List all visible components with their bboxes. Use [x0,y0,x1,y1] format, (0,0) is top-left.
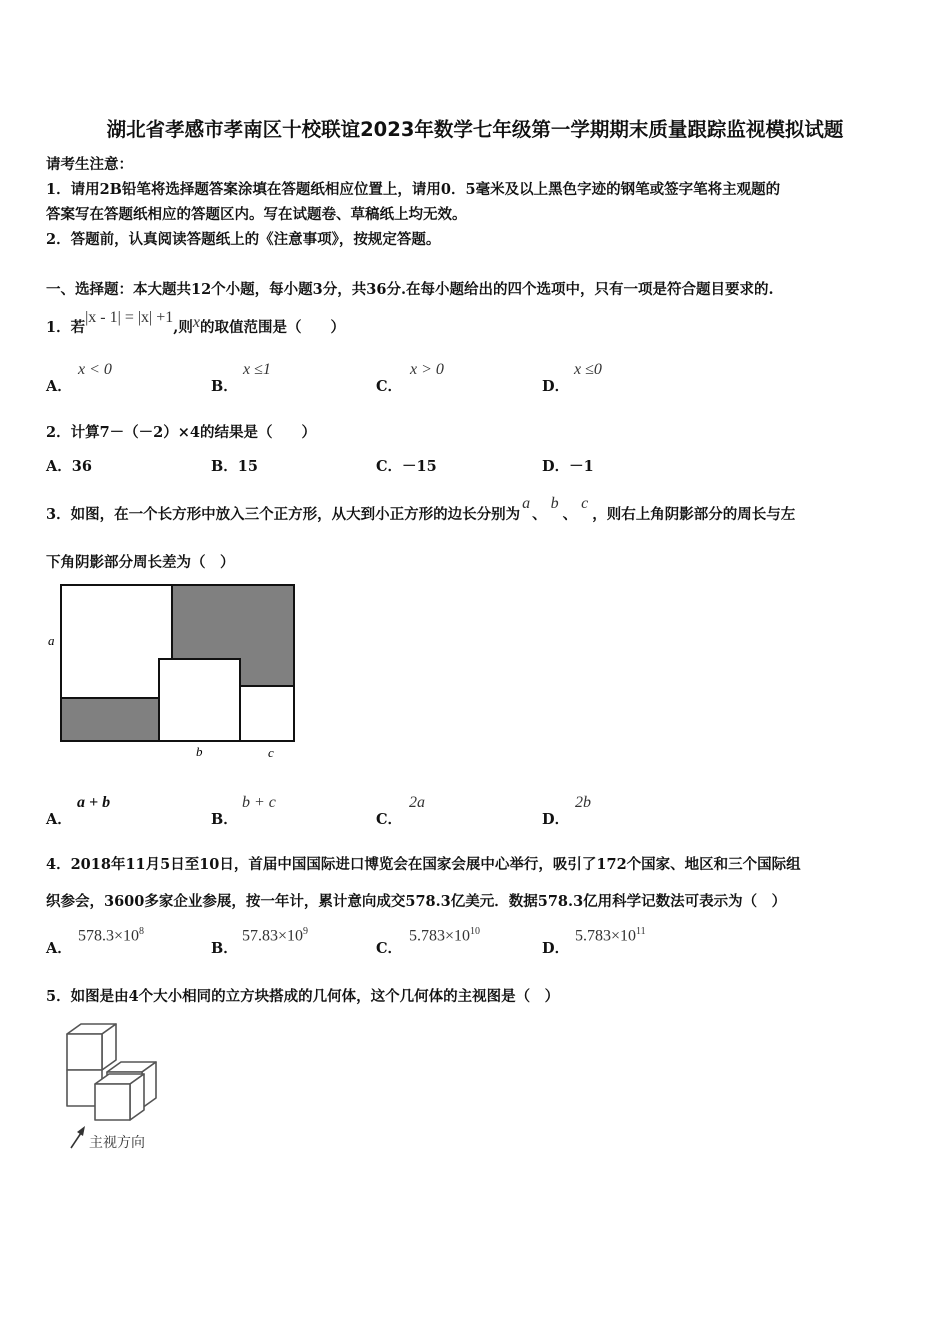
section-heading: 一、选择题：本大题共12个小题，每小题3分，共36分.在每小题给出的四个选项中，只有一项是符合题目要求的. [46,281,774,298]
q1-option-c-label: C． [376,378,403,395]
q2-option-b: B．15 [211,458,258,475]
question-1 [46,309,345,337]
q3-var-c: c [581,495,589,512]
square-b [159,659,240,741]
cube-front-face [67,1034,102,1070]
q3-option-a-value: a + b [77,794,111,811]
question-3-line-1: 3．如图，在一个长方形中放入三个正方形，从大到小正方形的边长分别为a、b、c，则右上角阴影部分的周长与左 [46,495,796,523]
q4-option-b-label: B． [211,940,238,957]
q1-mid: ,则 [173,319,193,336]
view-arrow-head [77,1126,85,1136]
q2-option-d: D．－1 [542,458,594,475]
q3-figure [40,580,310,765]
q1-option-d-value: x ≤0 [574,361,602,378]
q3-option-d-label: D． [542,811,570,828]
q3-option-d-value: 2b [575,794,591,811]
q3-var-b: b [550,495,559,512]
question-3-line-2: 下角阴影部分周长差为（ ） [46,554,235,571]
question-4-line-1: 4．2018年11月5日至10日，首届中国国际进口博览会在国家会展中心举行，吸引了172个国家、地区和三个国际组 [46,856,801,873]
q1-var: x [192,314,200,331]
notice-line-3: 2．答题前，认真阅读答题纸上的《注意事项》，按规定答题。 [46,231,441,248]
square-c [240,686,294,741]
q1-option-a-value: x < 0 [78,361,112,378]
notice-line-1: 1．请用2B铅笔将选择题答案涂填在答题纸相应位置上，请用0．5毫米及以上黑色字迹的钢笔或签字笔将主观题的 [46,181,781,198]
question-5: 5．如图是由4个大小相同的立方块搭成的几何体，这个几何体的主视图是（ ） [46,988,560,1005]
fig-label-c: c [268,745,274,760]
question-2: 2．计算7－（－2）×4的结果是（ ） [46,424,317,441]
notice-heading: 请考生注意： [46,156,133,173]
q4-option-c-label: C． [376,940,403,957]
q1-option-a-label: A． [46,378,72,395]
q2-option-c: C．－15 [376,458,437,475]
fig-label-a: a [48,633,55,648]
q3-option-c-value: 2a [409,794,425,811]
q4-option-a-value: $578.3\times 10^8$ [78,926,145,945]
fig-caption: 主视方向 [89,1135,145,1151]
q2-option-a: A．36 [46,458,92,475]
q4-option-a-label: A． [46,940,72,957]
square-a [61,585,172,698]
q3-option-c-label: C． [376,811,403,828]
notice-line-2: 答案写在答题纸相应的答题区内。写在试题卷、草稿纸上均无效。 [46,206,467,223]
question-4-line-2: 织参会，3600多家企业参展，按一年计，累计意向成交578.3亿美元．数据578.3亿用科学记数法可表示为（ ） [46,893,787,910]
page-title: 湖北省孝感市孝南区十校联谊2023年数学七年级第一学期期末质量跟踪监视模拟试题 [106,118,844,141]
q1-expression: |x - 1| = |x| +1 [85,309,174,326]
fig-label-b: b [196,744,203,759]
q1-suffix: 的取值范围是（ ） [199,319,345,336]
q1-option-d-label: D． [542,378,570,395]
q1-option-b-value: x ≤1 [243,361,271,378]
q4-option-c-value: $5.783\times 10^{10}$ [409,926,481,945]
q5-figure [55,1018,175,1158]
q3-option-b-value: b + c [242,794,276,811]
q4-option-d-value: $5.783\times 10^{11}$ [575,926,646,945]
q3-var-a: a [522,495,531,512]
q4-option-b-value: $57.83\times 10^9$ [242,926,309,945]
q1-option-c-value: x > 0 [410,361,444,378]
q1-option-b-label: B． [211,378,238,395]
q3-option-b-label: B． [211,811,238,828]
q3-option-a-label: A． [46,811,72,828]
q1-prefix: 1．若 [46,319,86,336]
q4-option-d-label: D． [542,940,570,957]
